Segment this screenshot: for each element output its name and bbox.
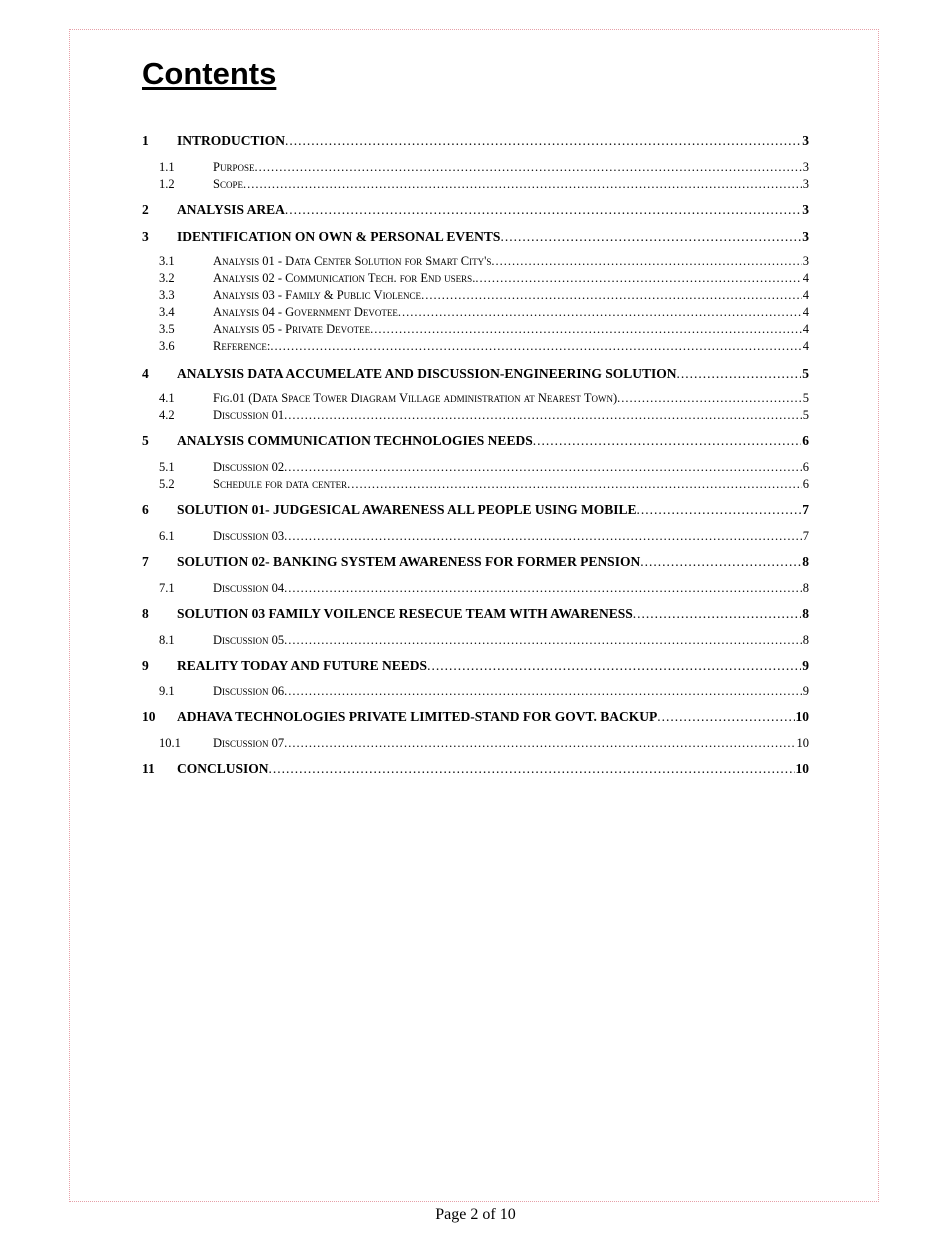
toc-dot-leader bbox=[285, 133, 801, 149]
toc-entry-title: Discussion 04 bbox=[213, 581, 285, 595]
toc-entry[interactable] bbox=[142, 554, 809, 570]
toc-entry-number: 9.1 bbox=[159, 684, 175, 698]
toc-entry-title: REALITY TODAY AND FUTURE NEEDS bbox=[177, 658, 428, 673]
toc-entry-number: 3.6 bbox=[159, 339, 175, 353]
toc-dot-leader bbox=[284, 684, 802, 699]
toc-subentry[interactable] bbox=[159, 339, 809, 354]
toc-entry-page: 9 bbox=[802, 658, 809, 673]
toc-entry[interactable] bbox=[142, 229, 809, 245]
toc-entry-page: 3 bbox=[802, 202, 809, 217]
toc-entry-number: 3 bbox=[142, 229, 149, 244]
toc-entry-title: Analysis 01 - Data Center Solution for Smart City's bbox=[213, 254, 492, 268]
toc-subentry[interactable] bbox=[159, 271, 809, 286]
toc-entry-number: 10 bbox=[142, 709, 156, 724]
toc-dot-leader bbox=[491, 254, 801, 269]
toc-entry-number: 7 bbox=[142, 554, 149, 569]
toc-subentry[interactable] bbox=[159, 177, 809, 192]
toc-entry[interactable] bbox=[142, 366, 809, 382]
toc-entry-title: INTRODUCTION bbox=[177, 133, 286, 148]
toc-subentry[interactable] bbox=[159, 529, 809, 544]
toc-dot-leader bbox=[500, 229, 801, 245]
toc-entry[interactable] bbox=[142, 202, 809, 218]
toc-entry-title: Analysis 05 - Private Devotee bbox=[213, 322, 371, 336]
toc-dot-leader bbox=[270, 339, 801, 354]
toc-subentry[interactable] bbox=[159, 254, 809, 269]
toc-entry-title: Analysis 03 - Family & Public Violence bbox=[213, 288, 422, 302]
toc-subentry[interactable] bbox=[159, 460, 809, 475]
toc-subentry[interactable] bbox=[159, 305, 809, 320]
toc-entry-page: 9 bbox=[802, 684, 809, 698]
toc-entry-title: SOLUTION 01- JUDGESICAL AWARENESS ALL PEOPLE USING MOBILE bbox=[177, 502, 637, 517]
toc-dot-leader bbox=[285, 202, 801, 218]
toc-subentry[interactable] bbox=[159, 391, 809, 406]
toc-entry[interactable] bbox=[142, 658, 809, 674]
toc-entry-number: 10.1 bbox=[159, 736, 181, 750]
toc-entry-page: 8 bbox=[802, 554, 809, 569]
toc-entry-title: Scope bbox=[213, 177, 243, 191]
toc-entry-title: ADHAVA TECHNOLOGIES PRIVATE LIMITED-STAND FOR GOVT. BACKUP bbox=[177, 709, 658, 724]
toc-entry-title: Reference: bbox=[213, 339, 271, 353]
toc-entry-page: 10 bbox=[795, 709, 809, 724]
toc-entry-page: 8 bbox=[802, 581, 809, 595]
toc-dot-leader bbox=[284, 529, 802, 544]
toc-entry-page: 6 bbox=[802, 460, 809, 474]
toc-entry-page: 6 bbox=[802, 477, 809, 491]
toc-subentry[interactable] bbox=[159, 160, 809, 175]
toc-entry-page: 8 bbox=[802, 633, 809, 647]
toc-entry-page: 3 bbox=[802, 160, 809, 174]
toc-subentry[interactable] bbox=[159, 581, 809, 596]
toc-entry-number: 1 bbox=[142, 133, 149, 148]
toc-subentry[interactable] bbox=[159, 322, 809, 337]
toc-dot-leader bbox=[284, 460, 802, 475]
toc-subentry[interactable] bbox=[159, 633, 809, 648]
toc-entry-number: 7.1 bbox=[159, 581, 175, 595]
toc-dot-leader bbox=[421, 288, 802, 303]
toc-subentry[interactable] bbox=[159, 736, 809, 751]
toc-entry-page: 3 bbox=[802, 229, 809, 244]
toc-dot-leader bbox=[633, 606, 802, 622]
toc-entry[interactable] bbox=[142, 433, 809, 449]
toc-entry-title: Purpose bbox=[213, 160, 255, 174]
toc-dot-leader bbox=[347, 477, 802, 492]
toc-subentry[interactable] bbox=[159, 408, 809, 423]
toc-entry[interactable] bbox=[142, 709, 809, 725]
toc-entry-number: 8 bbox=[142, 606, 149, 621]
toc-entry-page: 3 bbox=[802, 177, 809, 191]
toc-entry[interactable] bbox=[142, 502, 809, 518]
toc-dot-leader bbox=[427, 658, 801, 674]
page-footer: Page 2 of 10 bbox=[435, 1206, 516, 1223]
toc-dot-leader bbox=[284, 633, 802, 648]
toc-subentry[interactable] bbox=[159, 288, 809, 303]
toc-entry-title: Discussion 07 bbox=[213, 736, 285, 750]
toc-entry-number: 5.1 bbox=[159, 460, 175, 474]
toc-entry-page: 4 bbox=[802, 271, 809, 285]
toc-dot-leader bbox=[677, 366, 802, 382]
toc-dot-leader bbox=[398, 305, 802, 320]
toc-entry-number: 5 bbox=[142, 433, 149, 448]
toc-dot-leader bbox=[533, 433, 802, 449]
toc-entry-page: 6 bbox=[802, 433, 809, 448]
toc-dot-leader bbox=[617, 391, 802, 406]
toc-entry-title: Fig.01 (Data Space Tower Diagram Village administration at Nearest Town) bbox=[213, 391, 618, 405]
toc-entry-title: Discussion 02 bbox=[213, 460, 285, 474]
toc-entry-number: 4 bbox=[142, 366, 149, 381]
toc-entry-page: 4 bbox=[802, 322, 809, 336]
toc-entry-number: 9 bbox=[142, 658, 149, 673]
toc-entry-page: 10 bbox=[796, 736, 809, 750]
toc-dot-leader bbox=[637, 502, 802, 518]
toc-subentry[interactable] bbox=[159, 477, 809, 492]
toc-entry-number: 4.1 bbox=[159, 391, 175, 405]
toc-entry-number: 4.2 bbox=[159, 408, 175, 422]
toc-entry-title: Discussion 01 bbox=[213, 408, 285, 422]
toc-entry-page: 5 bbox=[802, 366, 809, 381]
toc-entry-page: 10 bbox=[795, 761, 809, 776]
toc-entry-title: Analysis 02 - Communication Tech. for End users. bbox=[213, 271, 476, 285]
toc-entry-number: 3.3 bbox=[159, 288, 175, 302]
toc-entry-page: 5 bbox=[802, 408, 809, 422]
toc-entry-title: SOLUTION 03 FAMILY VOILENCE RESECUE TEAM WITH AWARENESS bbox=[177, 606, 633, 621]
toc-entry-page: 7 bbox=[802, 529, 809, 543]
toc-entry-number: 6 bbox=[142, 502, 149, 517]
toc-entry-number: 11 bbox=[142, 761, 155, 776]
toc-entry-number: 3.2 bbox=[159, 271, 175, 285]
toc-dot-leader bbox=[254, 160, 801, 175]
toc-entry-title: IDENTIFICATION ON OWN & PERSONAL EVENTS bbox=[177, 229, 501, 244]
toc-dot-leader bbox=[475, 271, 801, 286]
toc-entry-number: 8.1 bbox=[159, 633, 175, 647]
toc-entry-number: 3.4 bbox=[159, 305, 175, 319]
toc-entry-number: 1.1 bbox=[159, 160, 175, 174]
toc-dot-leader bbox=[269, 761, 795, 777]
toc-entry-title: Schedule for data center bbox=[213, 477, 348, 491]
toc-entry-page: 4 bbox=[802, 305, 809, 319]
toc-entry-number: 3.5 bbox=[159, 322, 175, 336]
toc-entry-page: 3 bbox=[802, 254, 809, 268]
toc-entry-page: 4 bbox=[802, 339, 809, 353]
toc-entry[interactable] bbox=[142, 761, 809, 777]
toc-entry-page: 3 bbox=[802, 133, 809, 148]
toc-entry-title: Discussion 03 bbox=[213, 529, 285, 543]
toc-entry-title: CONCLUSION bbox=[177, 761, 269, 776]
toc-entry-page: 4 bbox=[802, 288, 809, 302]
toc-entry-title: ANALYSIS COMMUNICATION TECHNOLOGIES NEEDS bbox=[177, 433, 533, 448]
toc-entry-number: 1.2 bbox=[159, 177, 175, 191]
toc-dot-leader bbox=[284, 408, 802, 423]
toc-dot-leader bbox=[657, 709, 794, 725]
toc-entry-title: Analysis 04 - Government Devotee bbox=[213, 305, 398, 319]
toc-entry-page: 8 bbox=[802, 606, 809, 621]
toc-entry-title: ANALYSIS DATA ACCUMELATE AND DISCUSSION-ENGINEERING SOLUTION bbox=[177, 366, 677, 381]
toc-entry[interactable] bbox=[142, 133, 809, 149]
toc-entry-title: ANALYSIS AREA bbox=[177, 202, 285, 217]
page-title: Contents bbox=[142, 56, 277, 91]
toc-dot-leader bbox=[243, 177, 802, 192]
toc-entry-title: Discussion 06 bbox=[213, 684, 285, 698]
toc-entry-number: 5.2 bbox=[159, 477, 175, 491]
toc-entry-number: 2 bbox=[142, 202, 149, 217]
toc-entry-number: 6.1 bbox=[159, 529, 175, 543]
toc-dot-leader bbox=[284, 581, 802, 596]
toc-subentry[interactable] bbox=[159, 684, 809, 699]
toc-entry-number: 3.1 bbox=[159, 254, 175, 268]
toc-entry-page: 5 bbox=[802, 391, 809, 405]
toc-entry-title: Discussion 05 bbox=[213, 633, 285, 647]
toc-entry-title: SOLUTION 02- BANKING SYSTEM AWARENESS FOR FORMER PENSION bbox=[177, 554, 641, 569]
toc-dot-leader bbox=[284, 736, 795, 751]
toc-dot-leader bbox=[370, 322, 802, 337]
toc-entry[interactable] bbox=[142, 606, 809, 622]
toc-entry-page: 7 bbox=[802, 502, 809, 517]
toc-dot-leader bbox=[640, 554, 801, 570]
